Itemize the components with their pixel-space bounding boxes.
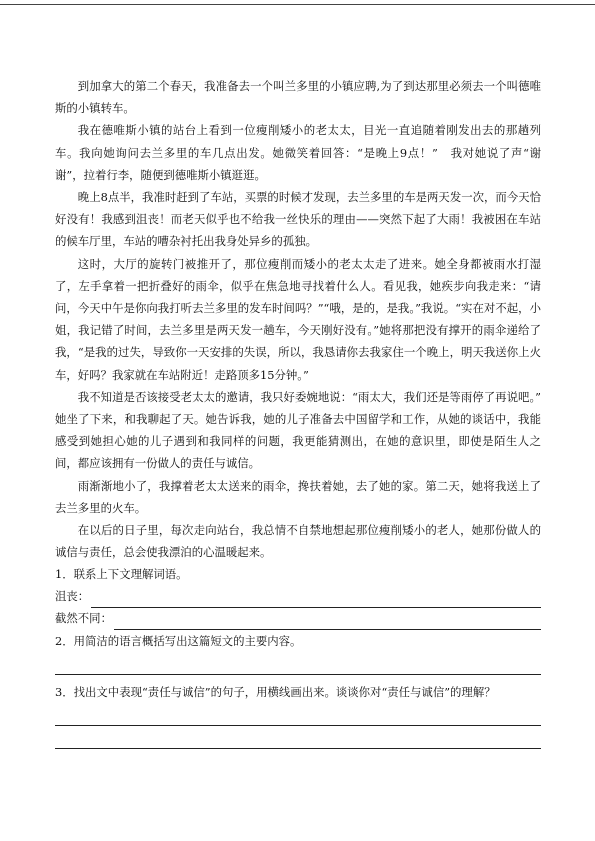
answer-line-q3-1[interactable]	[55, 703, 541, 726]
answer-line-term-2[interactable]	[114, 615, 541, 630]
passage-paragraph-7: 在以后的日子里，每次走向站台，我总情不自禁地想起那位瘦削矮小的老人，她那份做人的诚信与责任，总会使我漂泊的心温暖起来。	[55, 523, 541, 560]
passage-paragraph-2: 我在德唯斯小镇的站台上看到一位瘦削矮小的老太太，目光一直追随着刚发出去的那趟列车。我向她询问去兰多里的车几点出发。她微笑着回答：“是晚上9点！” 我对她说了声“谢谢”，拉着行李，随便到德唯斯小镇逛逛。	[55, 123, 541, 182]
answer-line-q2[interactable]	[55, 652, 541, 675]
page-top-rule	[0, 4, 595, 5]
passage-paragraph-5: 我不知道是否该接受老太太的邀请，我只好委婉地说：“雨太大，我们还是等雨停了再说吧。” 她坐了下来，和我聊起了天。她告诉我，她的儿子准备去中国留学和工作，从她的谈话中，我能感受到她担心她的儿子遇到和我同样的问题，我更能猜测出，在她的意识里，即使是陌生人之间，都应该拥有一份做人的责任与诚信。	[55, 389, 553, 471]
passage-paragraph-4: 这时，大厅的旋转门被推开了，那位瘦削而矮小的老太太走了进来。她全身都被雨水打湿了，左手拿着一把折叠好的雨伞，似乎在焦急地寻找着什么人。看见我，她疾步向我走来：“请问，今天中午是你向我打听去兰多里的发车时间吗？”“哦，是的，是我。”我说。“实在对不起，小姐，我记错了时间，去兰多里是两天发一趟车，今天刚好没有。”她将那把没有撑开的雨伞递给了我，“是我的过失，导致你一天安排的失误，所以，我恳请你去我家住一个晚上，明天我送你上火车，好吗？我家就在车站附近！走路顶多15分钟。”	[55, 256, 541, 382]
question-1: 1．联系上下文理解词语。	[55, 567, 188, 582]
passage-paragraph-6: 雨渐渐地小了，我撑着老太太送来的雨伞，搀扶着她，去了她的家。第二天，她将我送上了去兰多里的火车。	[55, 478, 541, 515]
term-label-2: 截然不同：	[55, 611, 112, 626]
question-2: 2．用简洁的语言概括写出这篇短文的主要内容。	[55, 633, 302, 648]
worksheet-body	[55, 75, 553, 749]
question-3: 3．找出文中表现“责任与诚信”的句子，用横线画出来。谈谈你对“责任与诚信”的理解？	[55, 684, 496, 699]
term-label-1: 沮丧：	[55, 589, 90, 604]
answer-row-term-1	[55, 586, 541, 608]
passage-paragraph-3: 晚上8点半，我准时赶到了车站，买票的时候才发现，去兰多里的车是两天发一次，而今天恰好没有！我感到沮丧！而老天似乎也不给我一丝快乐的理由——突然下起了大雨！我被困在车站的候车厅里，车站的嘈杂衬托出我身处异乡的孤独。	[55, 190, 541, 249]
answer-line-term-1[interactable]	[91, 593, 541, 608]
passage-paragraph-1: 到加拿大的第二个春天，我准备去一个叫兰多里的小镇应聘,为了到达那里必须去一个叫德唯斯的小镇转车。	[55, 79, 541, 116]
answer-row-term-2	[55, 608, 541, 630]
answer-line-q3-2[interactable]	[55, 726, 541, 749]
